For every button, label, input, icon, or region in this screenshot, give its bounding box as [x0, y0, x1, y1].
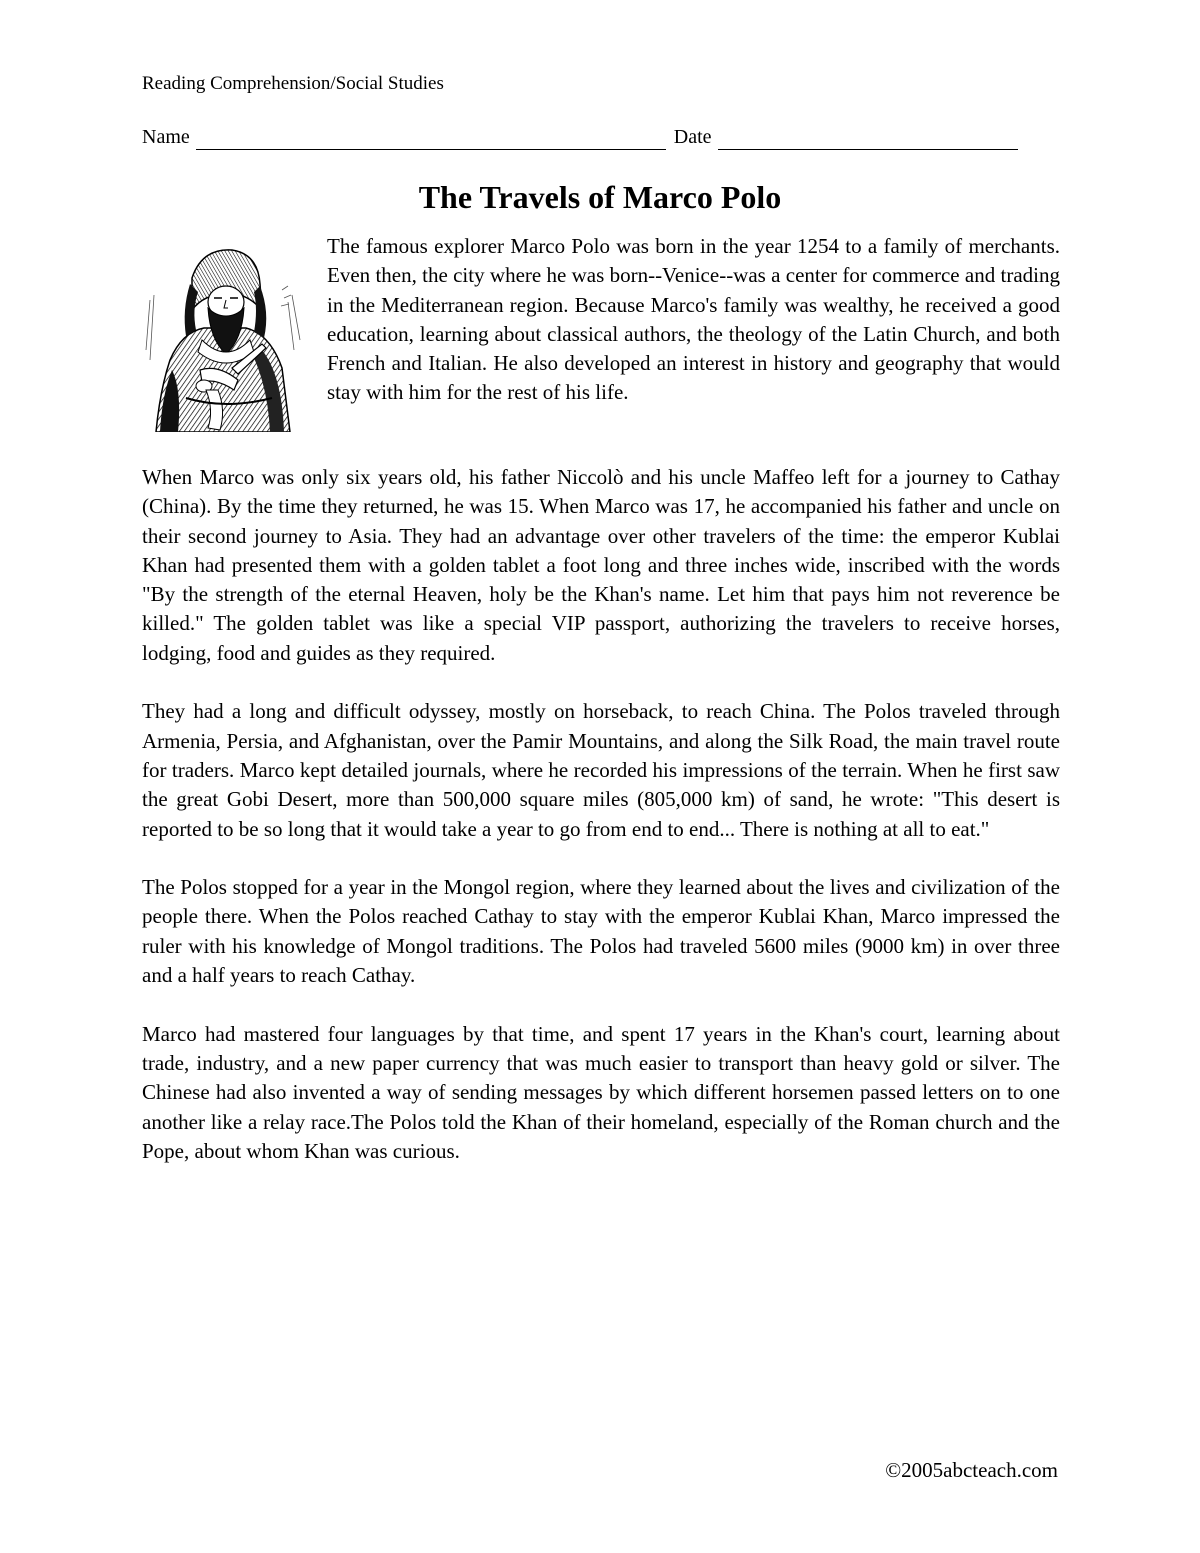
name-date-row: [142, 124, 1052, 150]
marco-polo-portrait-icon: [142, 240, 307, 432]
page-title: The Travels of Marco Polo: [418, 179, 782, 215]
name-blank-line[interactable]: [196, 131, 666, 150]
paragraph-mongol-region: The Polos stopped for a year in the Mongol region, where they learned about the lives and civilization of the people there. When the Polos reached Cathay to stay with the emperor Kublai Khan, Marco impressed the ruler with his knowledge of Mongol traditions. The Polos had traveled 5600 miles (9000 km) in over three and a half years to reach Cathay.: [142, 875, 1060, 988]
paragraph-odyssey: They had a long and difficult odyssey, mostly on horseback, to reach China. The Polos traveled through Armenia, Persia, and Afghanistan, over the Pamir Mountains, and along the Silk Road, the main travel route for traders. Marco kept detailed journals, where he recorded his impressions of the terrain. When he first saw the great Gobi Desert, more than 500,000 square miles (805,000 km) of sand, he wrote: "This desert is reported to be so long that it would take a year to go from end to end... There is nothing at all to eat.": [142, 699, 1060, 841]
subject-header: Reading Comprehension/Social Studies: [142, 73, 444, 94]
article-body: [142, 463, 1060, 1195]
date-blank-line[interactable]: [718, 131, 1018, 150]
copyright-footer: ©2005abcteach.com: [885, 1458, 1058, 1482]
name-label: Name: [142, 126, 190, 148]
paragraph-khans-court: Marco had mastered four languages by that time, and spent 17 years in the Khan's court, learning about trade, industry, and a new paper currency that was much easier to transport than heavy gold or silver. The Chinese had also invented a way of sending messages by which different horsemen passed letters on to one another like a relay race.The Polos told the Khan of their homeland, especially of the Roman church and the Pope, about whom Khan was curious.: [142, 1021, 1060, 1163]
date-label: Date: [673, 126, 712, 148]
intro-paragraph: The famous explorer Marco Polo was born in the year 1254 to a family of merchants. Even then, the city where he was born--Venice--was a center for commerce and trading in the Mediterranean region. Because Marco's family was wealthy, he received a good education, learning about classical authors, the theology of the Latin Church, and both French and Italian. He also developed an interest in history and geography that would stay with him for the rest of his life.: [327, 234, 1060, 405]
paragraph-journey: When Marco was only six years old, his father Niccolò and his uncle Maffeo left for a journey to Cathay (China). By the time they returned, he was 15. When Marco was 17, he accompanied his father and uncle on their second journey to Asia. They had an advantage over other travelers of the time: the emperor Kublai Khan had presented them with a golden tablet a foot long and three inches wide, inscribed with the words "By the strength of the eternal Heaven, holy be the Khan's name. Let him that pays him not reverence be killed." The golden tablet was like a special VIP passport, authorizing the travelers to receive horses, lodging, food and guides as they required.: [142, 465, 1060, 665]
